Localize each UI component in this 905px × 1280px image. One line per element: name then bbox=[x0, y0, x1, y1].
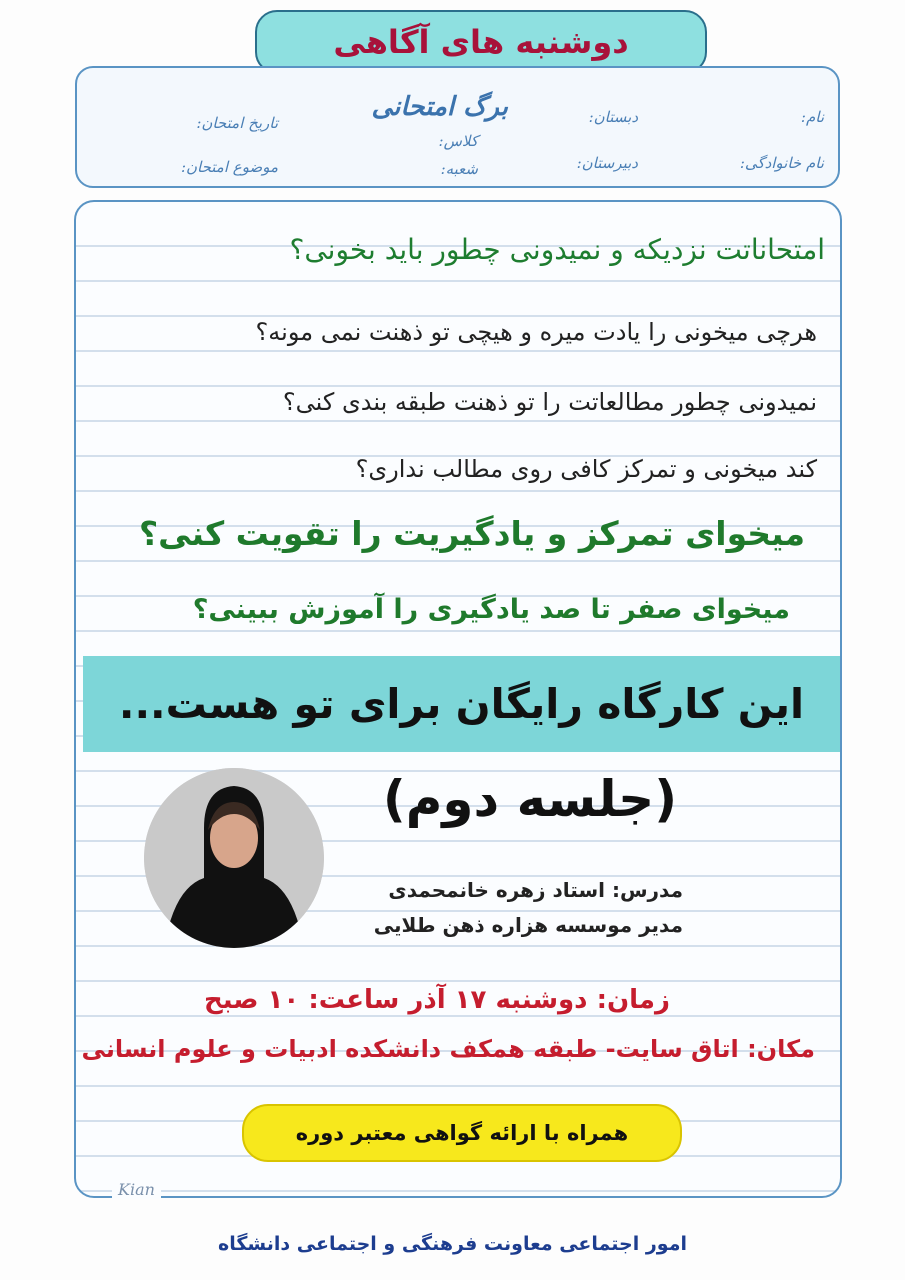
event-time: زمان: دوشنبه ۱۷ آذر ساعت: ۱۰ صبح bbox=[203, 985, 670, 1015]
exam-date-label: تاریخ امتحان: bbox=[196, 114, 278, 132]
free-workshop-banner bbox=[83, 656, 840, 752]
class-label: کلاس: bbox=[438, 132, 478, 150]
school-label: دبستان: bbox=[588, 108, 638, 126]
session-label: (جلسه دوم) bbox=[382, 770, 678, 828]
teacher-avatar bbox=[144, 768, 324, 948]
kian-logo: Kian bbox=[112, 1180, 161, 1199]
question-1: هرچی میخونی را یادت میره و هیچی تو ذهنت نمی مونه؟ bbox=[255, 318, 817, 346]
certificate-badge bbox=[242, 1104, 682, 1162]
name-label: نام: bbox=[800, 108, 824, 126]
highschool-label: دبیرستان: bbox=[576, 154, 638, 172]
branch-label: شعبه: bbox=[440, 160, 478, 178]
teacher-name: مدرس: استاد زهره خانمحمدی bbox=[388, 878, 683, 902]
exam-sheet-header bbox=[75, 66, 840, 188]
teacher-photo-icon bbox=[144, 768, 324, 948]
question-3: کند میخونی و تمرکز کافی روی مطالب نداری؟ bbox=[355, 455, 817, 483]
banner-text: این کارگاه رایگان برای تو هست... bbox=[118, 680, 805, 728]
exam-subject-label: موضوع امتحان: bbox=[180, 158, 278, 176]
teacher-role: مدیر موسسه هزاره ذهن طلایی bbox=[373, 913, 683, 937]
footer-organizer: امور اجتماعی معاونت فرهنگی و اجتماعی دانشگاه bbox=[218, 1233, 687, 1255]
highlight-question-1: میخوای تمرکز و یادگیریت را تقویت کنی؟ bbox=[138, 514, 805, 553]
family-label: نام خانوادگی: bbox=[739, 154, 824, 172]
event-place: مکان: اتاق سایت- طبقه همکف دانشکده ادبیات و علوم انسانی bbox=[81, 1035, 815, 1063]
question-green: امتحاناتت نزدیکه و نمیدونی چطور باید بخونی؟ bbox=[289, 233, 825, 266]
highlight-question-2: میخوای صفر تا صد یادگیری را آموزش ببینی؟ bbox=[192, 594, 790, 625]
certificate-text: همراه با ارائه گواهی معتبر دوره bbox=[295, 1121, 629, 1145]
question-2: نمیدونی چطور مطالعاتت را تو ذهنت طبقه بندی کنی؟ bbox=[282, 388, 817, 416]
sheet-title: برگ امتحانی bbox=[371, 92, 508, 122]
page-title: دوشنبه های آگاهی bbox=[255, 10, 707, 74]
